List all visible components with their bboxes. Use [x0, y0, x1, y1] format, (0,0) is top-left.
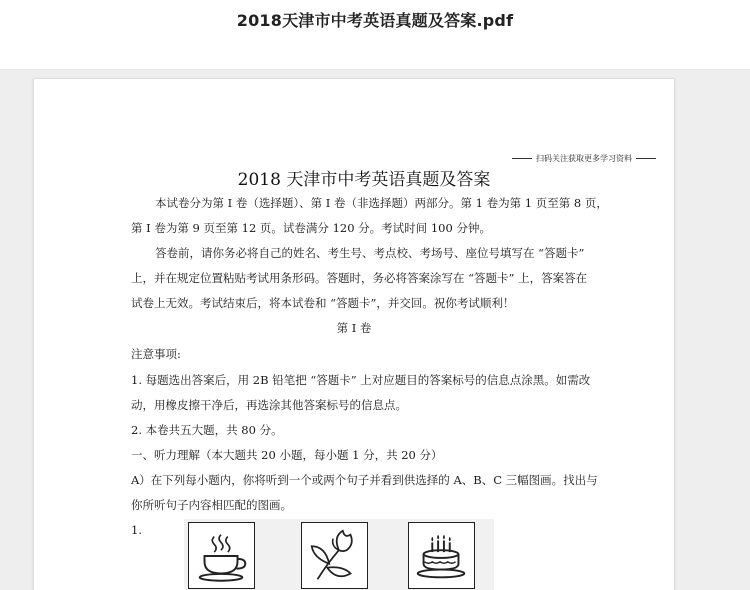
- instruction-line-2: 上，并在规定位置粘贴考试用条形码。答题时，务必将答案涂写在 “答题卡” 上，答案答在: [131, 271, 588, 285]
- intro-line-1: 本试卷分为第 I 卷（选择题）、第 I 卷（非选择题）两部分。第 1 卷为第 1 页至第 8 页，: [155, 196, 608, 210]
- promo-dash-right: [636, 158, 656, 159]
- promo-banner: [512, 153, 656, 164]
- instruction-line-3: 试卷上无效。考试结束后，将本试卷和 “答题卡”，并交回。祝你考试顺利！: [131, 296, 515, 310]
- pdf-viewer[interactable]: [0, 70, 750, 590]
- intro-line-2: 第 I 卷为第 9 页至第 12 页。试卷满分 120 分。考试时间 100 分钟。: [131, 221, 491, 235]
- promo-dash-left: [512, 158, 532, 159]
- part-1-line-1: A）在下列每小题内，你将听到一个或两个句子并看到供选择的 A、B、C 三幅图画。找出与: [131, 473, 598, 487]
- instruction-line-1: 答卷前，请你务必将自己的姓名、考生号、考点校、考场号、座位号填写在 “答题卡”: [155, 246, 585, 260]
- paper-title: 2018 天津市中考英语真题及答案: [237, 170, 491, 190]
- part-1-line-2: 你所听句子内容相匹配的图画。: [131, 498, 292, 512]
- notice-1-line-2: 动，用橡皮擦干净后，再选涂其他答案标号的信息点。: [131, 398, 407, 412]
- pdf-page: [33, 78, 675, 590]
- section-title: 第 I 卷: [336, 321, 372, 335]
- promo-text: 扫码关注获取更多学习资料: [536, 154, 632, 163]
- coffee-cup-icon: [188, 522, 255, 589]
- flower-icon: [301, 522, 368, 589]
- viewer-header: [0, 0, 750, 70]
- part-1-heading: 一、听力理解（本大题共 20 小题，每小题 1 分，共 20 分）: [131, 448, 443, 462]
- notice-1-line-1: 1. 每题选出答案后，用 2B 铅笔把 “答题卡” 上对应题目的答案标号的信息点涂黑。如需改: [131, 373, 591, 387]
- notice-heading: 注意事项:: [131, 347, 181, 361]
- document-title: 2018天津市中考英语真题及答案.pdf: [236, 11, 514, 30]
- notice-2: 2. 本卷共五大题，共 80 分。: [131, 423, 283, 437]
- birthday-cake-icon: [408, 522, 475, 589]
- question-1-number: 1.: [131, 523, 142, 537]
